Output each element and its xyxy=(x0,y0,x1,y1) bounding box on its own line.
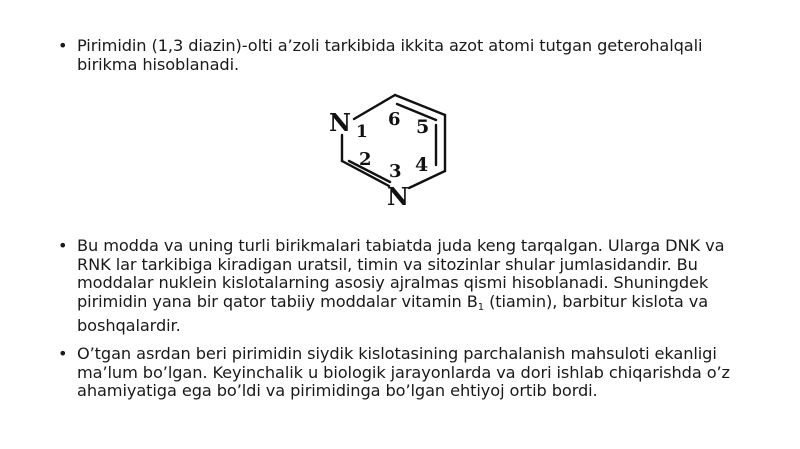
bullet-marker: • xyxy=(58,36,68,55)
position-4-label: 4 xyxy=(415,154,429,176)
bullet-pyrimidine-definition xyxy=(58,37,748,74)
bullet-pyrimidine-occurrence xyxy=(58,237,748,336)
atom-n3-label: N xyxy=(387,182,409,211)
bullet-text: Pirimidin (1,3 diazin)-olti a’zoli tarkibida ikkita azot atomi tutgan geterohalqali birikma hisoblanadi. xyxy=(77,36,703,74)
atom-n1-label: N xyxy=(329,108,351,137)
bullet-text: O’tgan asrdan beri pirimidin siydik kislotasining parchalanish mahsuloti ekanligi ma’lum bo’lgan. Keyinchalik u biologik jarayonlarda va dori ishlab chiqarishda o’z ahamiyatiga ega bo’ldi va pirimidinga bo’lgan ehtiyoj ortib bordi. xyxy=(77,344,730,400)
bullet-marker: • xyxy=(58,344,68,363)
bullet-text xyxy=(58,237,748,336)
bullet-marker: • xyxy=(58,236,68,255)
position-3-label: 3 xyxy=(389,161,402,182)
pyrimidine-structure-diagram xyxy=(326,91,456,211)
bullet-pyrimidine-history xyxy=(58,345,748,401)
bullet-text-tail: (tiamin), barbitur kislota va boshqalardir. xyxy=(77,291,709,335)
bullet-text-main: Bu modda va uning turli birikmalari tabiatda juda keng tarqalgan. Ularga DNK va RNK lar tarkibiga kiradigan uratsil, timin va sitozinlar shular jumlasidandir. Bu moddalar nuklein kislotalarning asosiy ajralmas qismi hisoblanadi. Shuningdek pirimidin yana bir qator tabiiy moddalar vitamin B xyxy=(77,236,725,311)
position-6-label: 6 xyxy=(388,109,401,130)
position-5-label: 5 xyxy=(416,116,430,138)
vitamin-subscript: 1 xyxy=(477,301,485,313)
position-1-label: 1 xyxy=(356,122,368,142)
position-2-label: 2 xyxy=(359,149,372,170)
